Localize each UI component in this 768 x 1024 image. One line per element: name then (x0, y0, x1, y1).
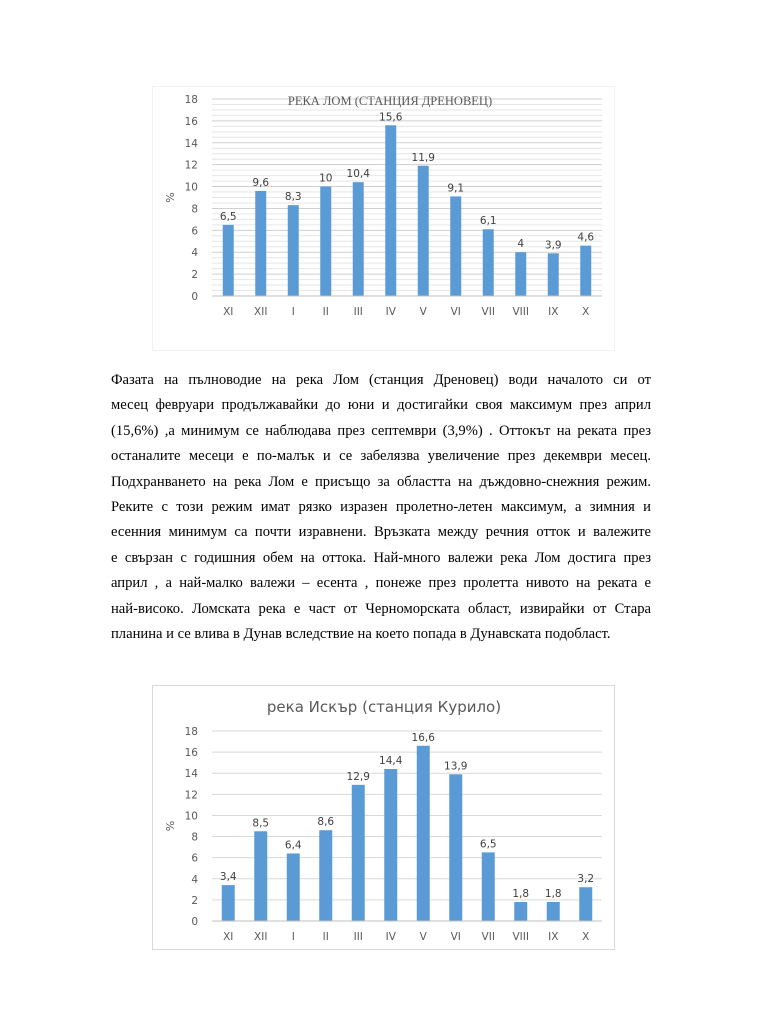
data-label: 6,4 (284, 839, 302, 852)
data-label: 4,6 (577, 231, 595, 244)
bar (287, 853, 300, 921)
paragraph-line: останалите месеци е по-малък и се забелязва увеличение през декември месец. (111, 448, 651, 465)
data-label: 8,6 (317, 816, 335, 829)
x-tick-label: VIII (512, 931, 529, 943)
bar (352, 785, 365, 921)
y-tick-label: 8 (191, 203, 198, 216)
chart-title: река Искър (станция Курило) (266, 698, 502, 716)
data-label: 14,4 (379, 755, 403, 767)
y-tick-label: 10 (184, 181, 198, 194)
chart-title: РЕКА ЛОМ (СТАНЦИЯ ДРЕНОВЕЦ) (287, 94, 493, 108)
y-tick-label: 4 (191, 247, 198, 260)
bar (353, 182, 364, 296)
y-axis-label: % (164, 192, 177, 203)
bar (320, 187, 331, 296)
y-tick-label: 6 (191, 852, 198, 865)
bar (417, 746, 430, 921)
paragraph-line: най-високо. Ломската река е част от Черноморската област, извирайки от Стара (111, 600, 651, 617)
data-label: 3,9 (544, 239, 562, 252)
body-paragraph (111, 368, 651, 647)
x-tick-label: V (419, 306, 427, 318)
x-tick-label: IV (385, 306, 396, 318)
data-label: 1,8 (512, 888, 530, 900)
x-tick-label: III (353, 931, 363, 943)
bar (254, 831, 267, 921)
x-tick-label: XI (223, 931, 234, 943)
bar (547, 902, 560, 921)
paragraph-line: есенния минимум са почти изравнени. Връзката между речния отток и валежите (111, 524, 651, 541)
y-tick-label: 12 (184, 159, 198, 172)
x-tick-label: II (322, 931, 329, 943)
y-tick-label: 0 (191, 291, 198, 303)
bar (319, 830, 332, 921)
paragraph-line: Подхранването на река Лом е присъщо за областта на дъждовно-снежния режим. (111, 473, 651, 490)
bar (384, 769, 397, 921)
data-label: 6,5 (219, 210, 237, 223)
x-tick-label: III (353, 306, 363, 318)
data-label: 3,2 (577, 873, 595, 886)
y-tick-label: 6 (191, 225, 198, 238)
y-tick-label: 8 (191, 831, 198, 844)
data-label: 3,4 (219, 871, 237, 884)
data-label: 9,1 (447, 182, 465, 195)
x-tick-label: VII (481, 306, 495, 318)
x-tick-label: X (582, 931, 590, 943)
paragraph-line: Фазата на пълноводие на река Лом (станция Дреновец) води началото си от (111, 372, 651, 388)
paragraph-line: е свързан с годишния обем на оттока. Най-много валежи река Лом достига през (111, 549, 651, 566)
bar (579, 887, 592, 921)
bar (514, 902, 527, 921)
data-label: 9,6 (252, 176, 270, 189)
y-tick-label: 14 (184, 768, 198, 781)
y-tick-label: 18 (184, 726, 198, 738)
x-tick-label: VII (481, 931, 495, 943)
data-label: 12,9 (346, 770, 370, 783)
data-label: 6,1 (479, 215, 497, 228)
bar (580, 246, 591, 296)
data-label: 16,6 (411, 731, 435, 744)
data-label: 10 (319, 172, 333, 185)
bar (482, 852, 495, 921)
bar (449, 774, 462, 921)
y-tick-label: 0 (191, 916, 198, 928)
bar (255, 191, 266, 296)
x-tick-label: VI (450, 306, 461, 318)
x-tick-label: X (582, 306, 590, 318)
chart-lom-svg (152, 86, 615, 351)
data-label: 15,6 (379, 111, 403, 124)
x-tick-label: IV (385, 931, 396, 943)
bar (223, 225, 234, 296)
x-tick-label: XII (254, 306, 268, 318)
y-tick-label: 2 (191, 269, 198, 282)
data-label: 11,9 (411, 151, 435, 164)
paragraph-line: (15,6%) ,а минимум се наблюдава през септември (3,9%) . Оттокът на реката през (111, 422, 651, 439)
x-tick-label: I (291, 931, 295, 943)
y-tick-label: 14 (184, 137, 198, 150)
data-label: 1,8 (544, 888, 562, 900)
bar (418, 166, 429, 296)
bar (450, 196, 461, 296)
y-tick-label: 12 (184, 789, 198, 802)
x-tick-label: V (419, 931, 427, 943)
x-tick-label: II (322, 306, 329, 318)
bar (515, 252, 526, 296)
x-tick-label: XI (223, 306, 234, 318)
paragraph-line: април , а най-малко валежи – есента , понеже през пролетта нивото на реката е (111, 575, 651, 592)
data-label: 8,3 (284, 191, 302, 204)
data-label: 6,5 (479, 838, 497, 851)
bar (548, 253, 559, 296)
x-tick-label: VIII (512, 306, 529, 318)
y-tick-label: 16 (184, 747, 198, 760)
y-tick-label: 2 (191, 894, 198, 907)
y-tick-label: 4 (191, 873, 198, 886)
x-tick-label: IX (548, 931, 559, 943)
x-tick-label: XII (254, 931, 268, 943)
bar (288, 205, 299, 296)
paragraph-line: планина и се влива в Дунав вследствие на което попада в Дунавската подобласт. (111, 625, 611, 642)
data-label: 4 (517, 238, 525, 251)
data-label: 10,4 (346, 168, 370, 181)
bar (385, 125, 396, 296)
x-tick-label: IX (548, 306, 559, 318)
data-label: 8,5 (252, 817, 270, 830)
x-tick-label: I (291, 306, 295, 318)
chart-lom-river (152, 86, 615, 351)
paragraph-line: Реките с този режим имат рязко изразен пролетно-летен максимум, а зимния и (111, 498, 651, 515)
chart-iskar-svg (152, 685, 615, 950)
x-tick-label: VI (450, 931, 461, 943)
chart-iskar-river (152, 685, 615, 950)
y-tick-label: 10 (184, 810, 198, 823)
y-axis-label: % (164, 820, 177, 832)
data-label: 13,9 (444, 760, 468, 773)
y-tick-label: 18 (184, 94, 198, 106)
bar (483, 229, 494, 296)
bar (222, 885, 235, 921)
paragraph-line: месец февруари продължавайки до юни и достигайки своя максимум през април (111, 397, 651, 414)
y-tick-label: 16 (184, 115, 198, 128)
